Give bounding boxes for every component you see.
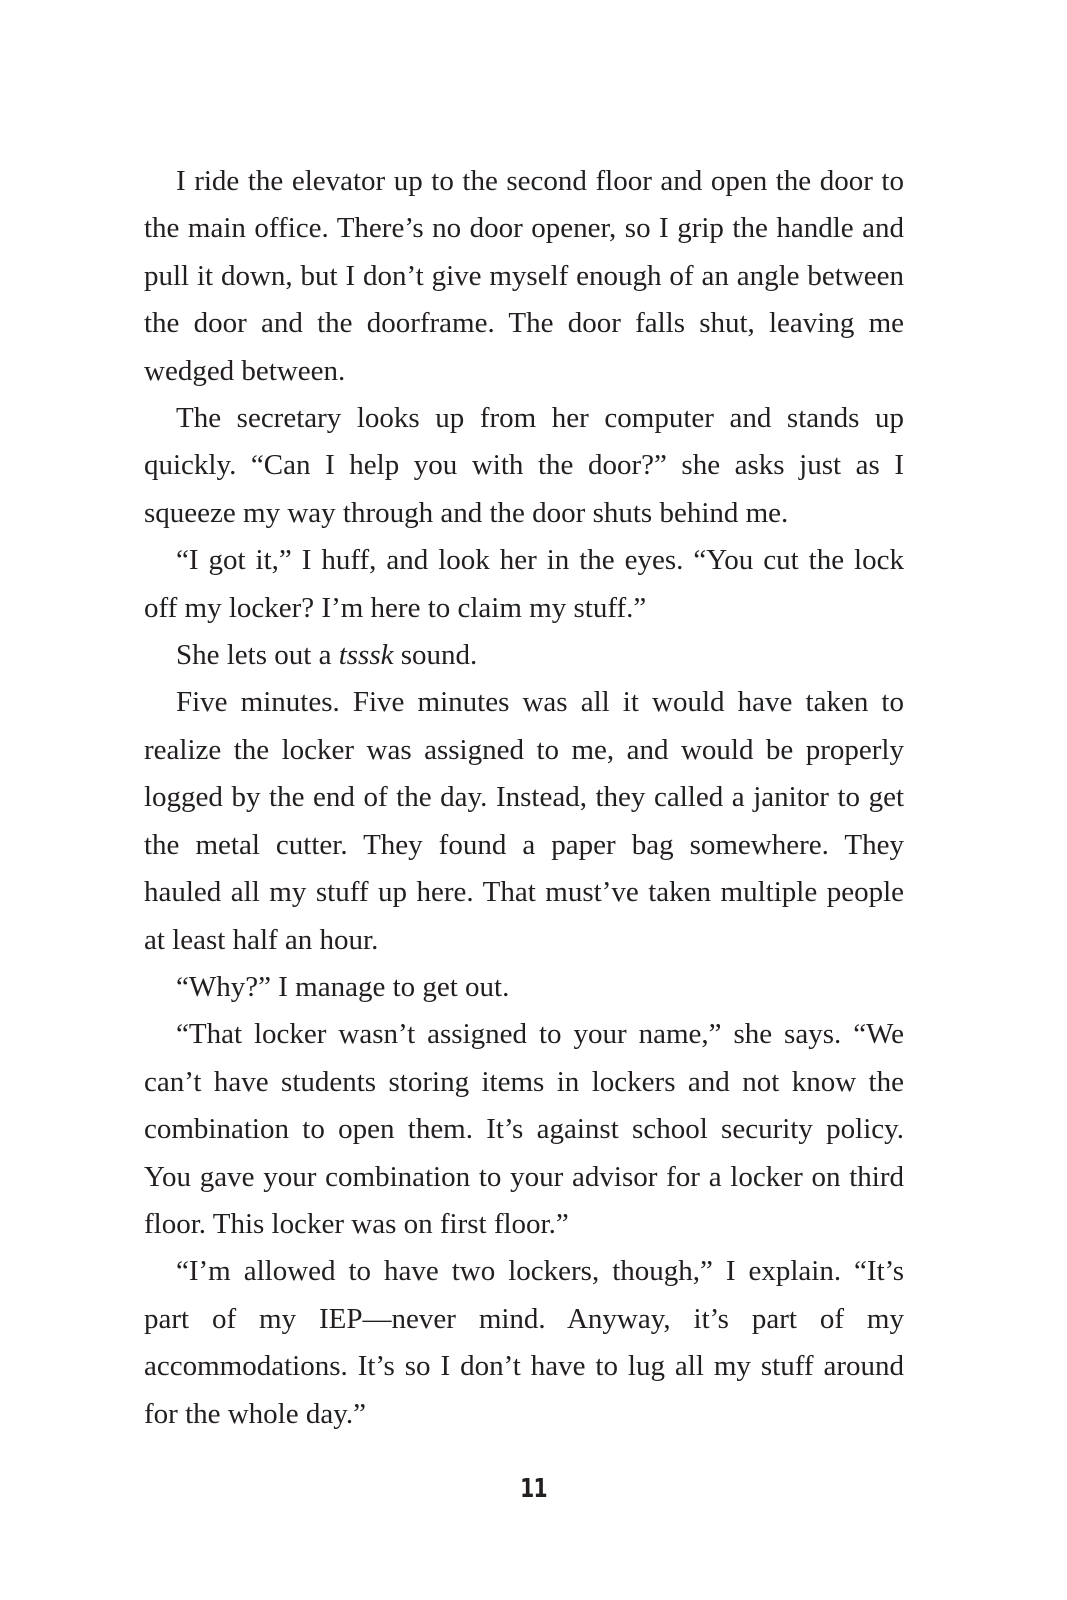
page-number: 11 (520, 1474, 547, 1504)
paragraph: The secretary looks up from her computer and stands up quickly. “Can I help you with the door?” she asks just as I squeeze my way through and the door shuts behind me. (144, 402, 904, 529)
paragraph-text: She lets out a (176, 639, 339, 672)
body-text (144, 158, 904, 1438)
paragraph: “Why?” I manage to get out. (176, 970, 510, 1003)
paragraph-text: sound. (393, 639, 478, 672)
paragraph: “That locker wasn’t assigned to your name,” she says. “We can’t have students storing items in lockers and not know the combination to open them. It’s against school security policy. You gave your combination to your advisor for a locker on third floor. This locker was on first floor.” (144, 1018, 904, 1240)
paragraph (144, 632, 904, 679)
paragraph: I ride the elevator up to the second floor and open the door to the main office. There’s no door opener, so I grip the handle and pull it down, but I don’t give myself enough of an angle between the door and the doorframe. The door falls shut, leaving me wedged between. (144, 165, 904, 387)
emphasized-text: tsssk (338, 639, 394, 672)
paragraph: Five minutes. Five minutes was all it would have taken to realize the locker was assigned to me, and would be properly logged by the end of the day. Instead, they called a janitor to get the metal cutter. They found a paper bag somewhere. They hauled all my stuff up here. That must’ve taken multiple people at least half an hour. (144, 686, 904, 956)
paragraph: “I’m allowed to have two lockers, though,” I explain. “It’s part of my IEP—never mind. Anyway, it’s part of my accommodations. It’s so I don’t have to lug all my stuff around for the whole day.” (144, 1255, 904, 1430)
paragraph: “I got it,” I huff, and look her in the eyes. “You cut the lock off my locker? I’m here to claim my stuff.” (144, 544, 904, 624)
